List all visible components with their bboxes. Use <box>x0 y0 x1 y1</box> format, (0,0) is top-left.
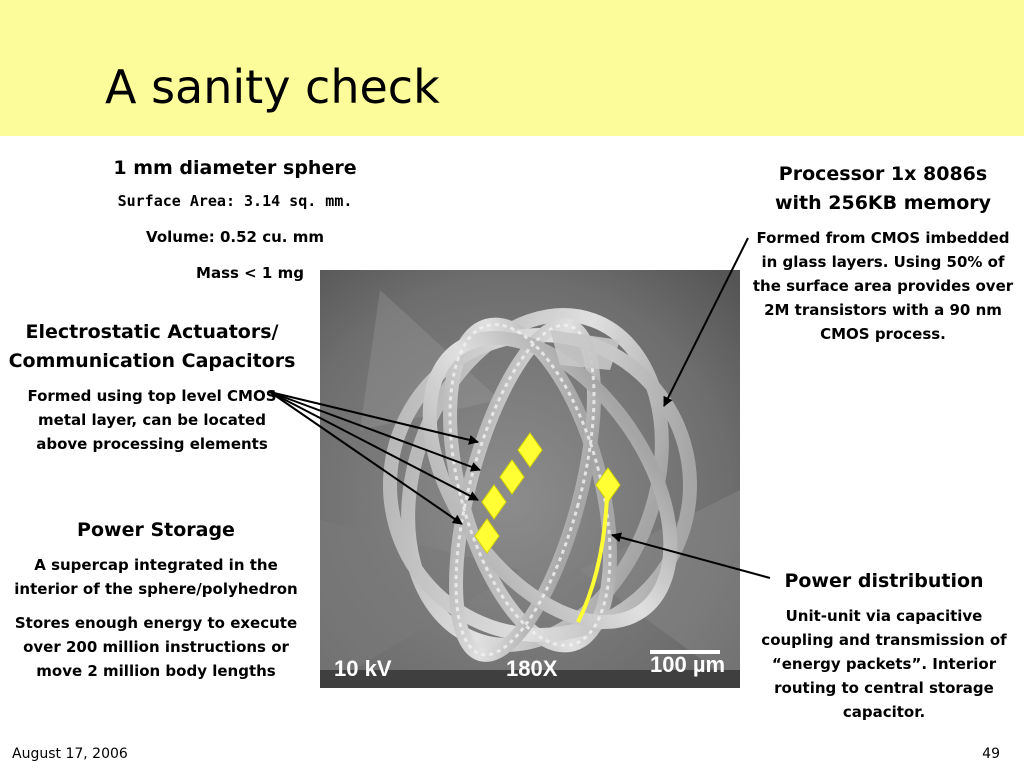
footer-page-number: 49 <box>982 746 1000 762</box>
processor-heading-1: Processor 1x 8086s <box>778 163 988 185</box>
sem-voltage: 10 kV <box>334 656 392 681</box>
sphere-heading: 1 mm diameter sphere <box>113 157 357 179</box>
sem-micrograph-drawing <box>320 270 740 688</box>
sem-micrograph <box>320 270 740 688</box>
processor-heading-2: with 256KB memory <box>774 192 992 214</box>
slide-title: A sanity check <box>105 60 440 114</box>
actuators-block <box>4 318 300 456</box>
sem-magnification: 180X <box>506 656 558 681</box>
sem-scale: 100 µm <box>650 652 726 677</box>
footer-date: August 17, 2006 <box>12 746 128 762</box>
power-storage-block <box>8 516 304 683</box>
power-distribution-block <box>752 567 1016 724</box>
sphere-surface-area: Surface Area: 3.14 sq. mm. <box>117 192 353 210</box>
power-storage-heading: Power Storage <box>77 519 235 541</box>
power-storage-body-2: Stores enough energy to execute over 200 million instructions or move 2 million body lengths <box>14 614 298 680</box>
actuators-heading-2: Communication Capacitors <box>8 350 296 372</box>
actuators-heading-1: Electrostatic Actuators/ <box>25 321 279 343</box>
processor-block <box>752 160 1014 346</box>
power-distribution-heading: Power distribution <box>784 570 984 592</box>
actuators-body: Formed using top level CMOS metal layer, can be located above processing elements <box>27 387 277 453</box>
sphere-mass: Mass < 1 mg <box>196 264 304 282</box>
sphere-volume: Volume: 0.52 cu. mm <box>146 228 324 246</box>
power-distribution-body: Unit-unit via capacitive coupling and transmission of “energy packets”. Interior routing to central storage capacitor. <box>761 607 1007 721</box>
processor-body: Formed from CMOS imbedded in glass layers. Using 50% of the surface area provides over 2M transistors with a 90 nm CMOS process. <box>752 229 1014 343</box>
power-storage-body-1: A supercap integrated in the interior of the sphere/polyhedron <box>14 556 298 598</box>
